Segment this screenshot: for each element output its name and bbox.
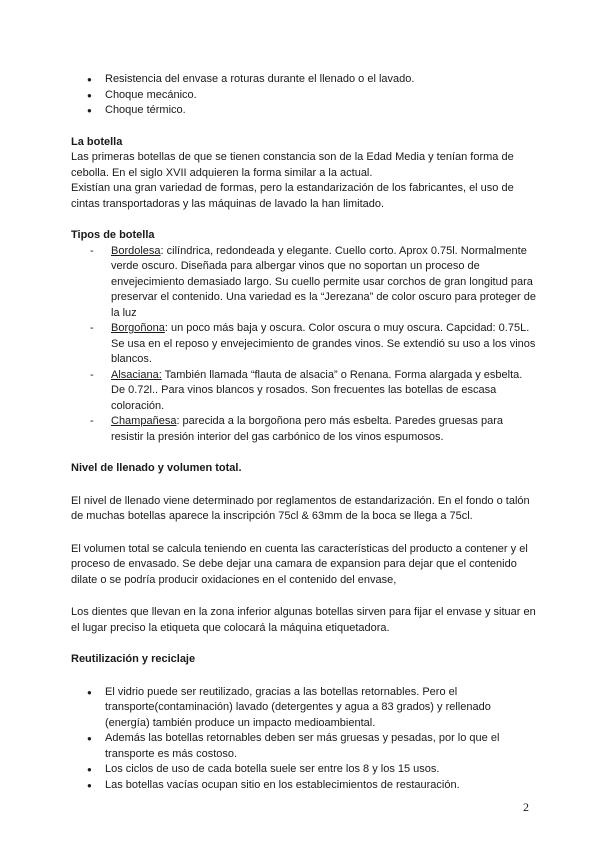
bottle-types-list — [71, 244, 537, 446]
list-item: ● Resistencia del envase a roturas durante el llenado o el lavado. — [71, 72, 537, 88]
bottle-type-name: Bordolesa — [111, 244, 161, 257]
page-number: 2 — [523, 800, 529, 814]
bottle-type-description: un poco más baja y oscura. Color oscura o muy oscura. Capcidad: 0.75L. Se usa en el reposo y envejecimiento de grandes vinos. Se extendió su uso a los vinos blancos. — [111, 322, 536, 365]
section-heading-botella: La botella — [71, 135, 123, 148]
bottle-type-description: cilíndrica, redondeada y elegante. Cuello corto. Aprox 0.75l. Normalmente verde oscuro. Diseñada para albergar vinos que no soportan un proceso de envejecimiento demasiado largo. Su cuello permite usar corchos de gran longitud para preservar el contenido. Una variedad es la “Jerezana” de color oscuro para proteger de la luz — [111, 244, 536, 319]
recycling-bullet-list — [71, 685, 537, 794]
list-item: - Bordolesa: cilíndrica, redondeada y elegante. Cuello corto. Aprox 0.75l. Normalmente verde oscuro. Diseñada para albergar vinos que no soportan un proceso de envejecimiento demasiado largo. Su cuello permite usar corchos de gran longitud para preservar el contenido. Una variedad es la “Jerezana” de color oscuro para proteger de la luz — [90, 244, 536, 319]
bottle-type-name: Borgoñona — [111, 322, 165, 334]
bottle-type-name: Champañesa — [111, 415, 177, 427]
list-item: ● Los ciclos de uso de cada botella suele ser entre los 8 y los 15 usos. — [71, 762, 537, 778]
paragraph: Las primeras botellas de que se tienen constancia son de la Edad Media y tenían forma de cebolla. En el siglo XVII adquieren la forma similar a la actual. — [71, 151, 514, 179]
list-item: ● Además las botellas retornables deben ser más gruesas y pesadas, por lo que el transporte es más costoso. — [71, 731, 537, 762]
section-heading-tipos: Tipos de botella — [71, 229, 155, 241]
list-item: ● Las botellas vacías ocupan sitio en los establecimientos de restauración. — [71, 778, 537, 794]
list-item: - Borgoñona: un poco más baja y oscura. Color oscura o muy oscura. Capcidad: 0.75L. Se usa en el reposo y envejecimiento de grandes vinos. Se extendió su uso a los vinos blancos. — [90, 322, 536, 365]
bottle-type-description: parecida a la borgoñona pero más esbelta. Paredes gruesas para resistir la presión interior del gas carbónico de los vinos espumosos. — [111, 415, 503, 443]
paragraph: El nivel de llenado viene determinado por reglamentos de estandarización. En el fondo o talón de muchas botellas aparece la inscripción 75cl & 63mm de la boca se llega a 75cl. — [71, 494, 530, 522]
intro-bullet-list — [71, 72, 537, 119]
list-item: ● Choque térmico. — [71, 103, 537, 119]
bottle-type-description: También llamada “flauta de alsacia” o Renana. Forma alargada y esbelta. De 0.72l.. Para vinos blancos y rosados. Son frecuentes las botellas de escasa coloración. — [111, 368, 523, 412]
paragraph: Los dientes que llevan en la zona inferior algunas botellas sirven para fijar el envase y situar en el lugar preciso la etiqueta que colocará la máquina etiquetadora. — [71, 606, 536, 634]
paragraph: Existían una gran variedad de formas, pero la estandarización de los fabricantes, el uso de cintas transportadoras y las máquinas de lavado la han limitado. — [71, 182, 514, 210]
list-item: - Champañesa: parecida a la borgoñona pero más esbelta. Paredes gruesas para resistir la presión interior del gas carbónico de los vinos espumosos. — [90, 415, 503, 443]
list-item: - Alsaciana: También llamada “flauta de alsacia” o Renana. Forma alargada y esbelta. De 0.72l.. Para vinos blancos y rosados. Son frecuentes las botellas de escasa coloración. — [90, 368, 523, 412]
list-item: ● El vidrio puede ser reutilizado, gracias a las botellas retornables. Pero el transporte(contaminación) lavado (detergentes y agua a 83 grados) y rellenado (energía) también produce un impacto medioambiental. — [71, 685, 537, 732]
bottle-type-name: Alsaciana: — [111, 368, 162, 381]
page-content — [71, 72, 537, 793]
list-item: ● Choque mecánico. — [71, 88, 537, 104]
section-heading-nivel: Nivel de llenado y volumen total. — [71, 462, 242, 474]
section-heading-reutilizacion: Reutilización y reciclaje — [71, 653, 196, 665]
paragraph: El volumen total se calcula teniendo en cuenta las características del producto a contener y el proceso de envasado. Se debe dejar una camara de expansion para dejar que el contenido dilate o se podría producir oxidaciones en el contenido del envase, — [71, 542, 528, 586]
